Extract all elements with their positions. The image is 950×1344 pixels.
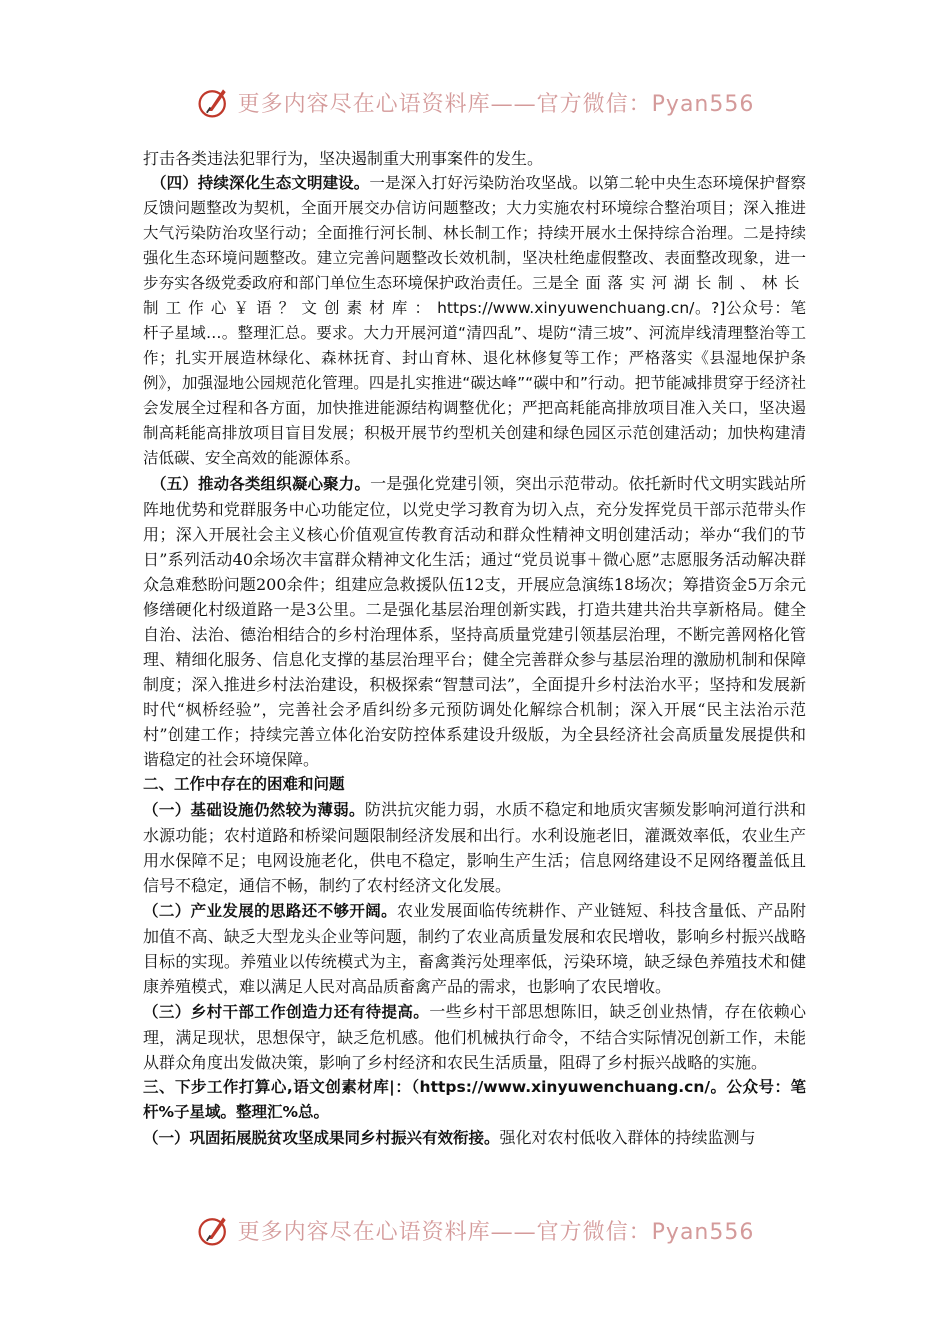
paragraph-poverty <box>143 1125 806 1151</box>
paragraph-infrastructure <box>143 797 806 898</box>
quill-logo-icon <box>196 84 232 120</box>
banner-text-id: Pyan556 <box>651 1219 755 1245</box>
paragraph-heading: （一）基础设施仍然较为薄弱。 <box>143 801 365 819</box>
banner-text <box>238 87 755 118</box>
quill-logo-icon <box>196 1212 232 1248</box>
banner-text-id: Pyan556 <box>651 91 755 117</box>
paragraph-text: 强化对农村低收入群体的持续监测与 <box>499 1128 756 1147</box>
paragraph-ecology <box>143 171 806 471</box>
paragraph: 打击各类违法犯罪行为，坚决遏制重大刑事案件的发生。 <box>143 149 544 168</box>
banner-text <box>238 1215 755 1246</box>
paragraph-heading: （一）巩固拓展脱贫攻坚成果同乡村振兴有效衔接。 <box>143 1129 500 1147</box>
document-body <box>143 146 806 1151</box>
paragraph-organizations <box>143 471 806 772</box>
paragraph-text: 农业发展面临传统耕作、产业链短、科技含量低、产品附加值不高、缺乏大型龙头企业等问题，制约了农业高质量发展和农民增收，影响乡村振兴战略目标的实现。养殖业以传统模式为主，畜禽粪污处理率低，污染环境，缺乏绿色养殖技术和健康养殖模式，难以满足人民对高品质畜禽产品的需求，也影响了农民增收。 <box>143 901 806 996</box>
section-heading: 三、下步工作打算心,语文创素材库|：（https://www.xinyuwenchuang.cn/。公众号：笔杆%子星域。整理汇%总。 <box>143 1078 806 1121</box>
section-heading: 二、工作中存在的困难和问题 <box>143 775 345 793</box>
paragraph-text: 一是深入打好污染防治攻坚战。以第二轮中央生态环境保护督察反馈问题整改为契机，全面开展交办信访问题整改；大力实施农村环境综合整治项目；深入推进大气污染防治攻坚行动；全面推行河长制、林长制工作；持续开展水土保持综合治理。二是持续强化生态环境问题整改。建立完善问题整改长效机制，坚决杜绝虚假整改、表面整改现象，进一步夯实各级党委政府和部门单位生态环境保护政治责任。三是 <box>143 174 806 292</box>
paragraph-text: https://www.xinyuwenchuang.cn/。?]公众号：笔杆子星域…。整理汇总。要求。大力开展河道“清四乱”、堤防“清三坡”、河流岸线清理整治等工作；扎实开展造林绿化、森林抚育、封山育林、退化林修复等工作；严格落实《县湿地保护条例》，加强湿地公园规范化管理。四是扎实推进“碳达峰”“碳中和”行动。把节能减排贯穿于经济社会发展全过程和各方面，加快推进能源结构调整优化；严把高耗能高排放项目准入关口，坚决遏制高耗能高排放项目盲目发展；积极开展节约型机关创建和绿色园区示范创建活动；加快构建清洁低碳、安全高效的能源体系。 <box>143 299 806 467</box>
paragraph-industry <box>143 898 806 999</box>
banner-text-cn: 更多内容尽在心语资料库——官方微信： <box>237 91 652 117</box>
paragraph-cadres <box>143 999 806 1075</box>
paragraph-text: 防洪抗灾能力弱，水质不稳定和地质灾害频发影响河道行洪和水源功能；农村道路和桥梁问题限制经济发展和出行。水利设施老旧，灌溉效率低，农业生产用水保障不足；电网设施老化，供电不稳定，影响生产生活；信息网络建设不足网络覆盖低且信号不稳定，通信不畅，制约了农村经济文化发展。 <box>143 800 806 895</box>
header-banner <box>0 77 950 127</box>
paragraph-heading: （五）推动各类组织凝心聚力。 <box>151 475 371 493</box>
paragraph-heading: （二）产业发展的思路还不够开阔。 <box>143 902 397 920</box>
paragraph-text: 一些乡村干部思想陈旧，缺乏创业热情，存在依赖心理，满足现状，思想保守，缺乏危机感。他们机械执行命令，不结合实际情况创新工作，未能从群众角度出发做决策，影响了乡村经济和农民生活质量，阻碍了乡村振兴战略的实施。 <box>143 1002 806 1072</box>
paragraph-heading: （四）持续深化生态文明建设。 <box>151 174 370 192</box>
paragraph-text: 一是强化党建引领，突出示范带动。依托新时代文明实践站所阵地优势和党群服务中心功能定位，以党史学习教育为切入点，充分发挥党员干部示范带头作用；深入开展社会主义核心价值观宣传教育活动和群众性精神文明创建活动；举办“我们的节日”系列活动40余场次丰富群众精神文化生活；通过“党员说事＋微心愿”志愿服务活动解决群众急难愁盼问题200余件；组建应急救援队伍12支，开展应急演练18场次；筹措资金5万余元修缮硬化村级道路一是3公里。二是强化基层治理创新实践，打造共建共治共享新格局。健全自治、法治、德治相结合的乡村治理体系，坚持高质量党建引领基层治理，不断完善网格化管理、精细化服务、信息化支撑的基层治理平台；健全完善群众参与基层治理的激励机制和保障制度；深入推进乡村法治建设，积极探索“智慧司法”，全面提升乡村法治水平；坚持和发展新时代“枫桥经验”，完善社会矛盾纠纷多元预防调处化解综合机制；深入开展“民主法治示范村”创建工作；持续完善立体化治安防控体系建设升级版，为全县经济社会高质量发展提供和谐稳定的社会环境保障。 <box>143 474 806 769</box>
paragraph-heading: （三）乡村干部工作创造力还有待提高。 <box>143 1003 430 1021</box>
banner-text-cn: 更多内容尽在心语资料库——官方微信： <box>237 1219 652 1245</box>
paragraph-text-spaced: 全面落实河湖长制、林长制工作心￥语？文创素材库： <box>143 274 806 317</box>
footer-banner <box>0 1205 950 1255</box>
